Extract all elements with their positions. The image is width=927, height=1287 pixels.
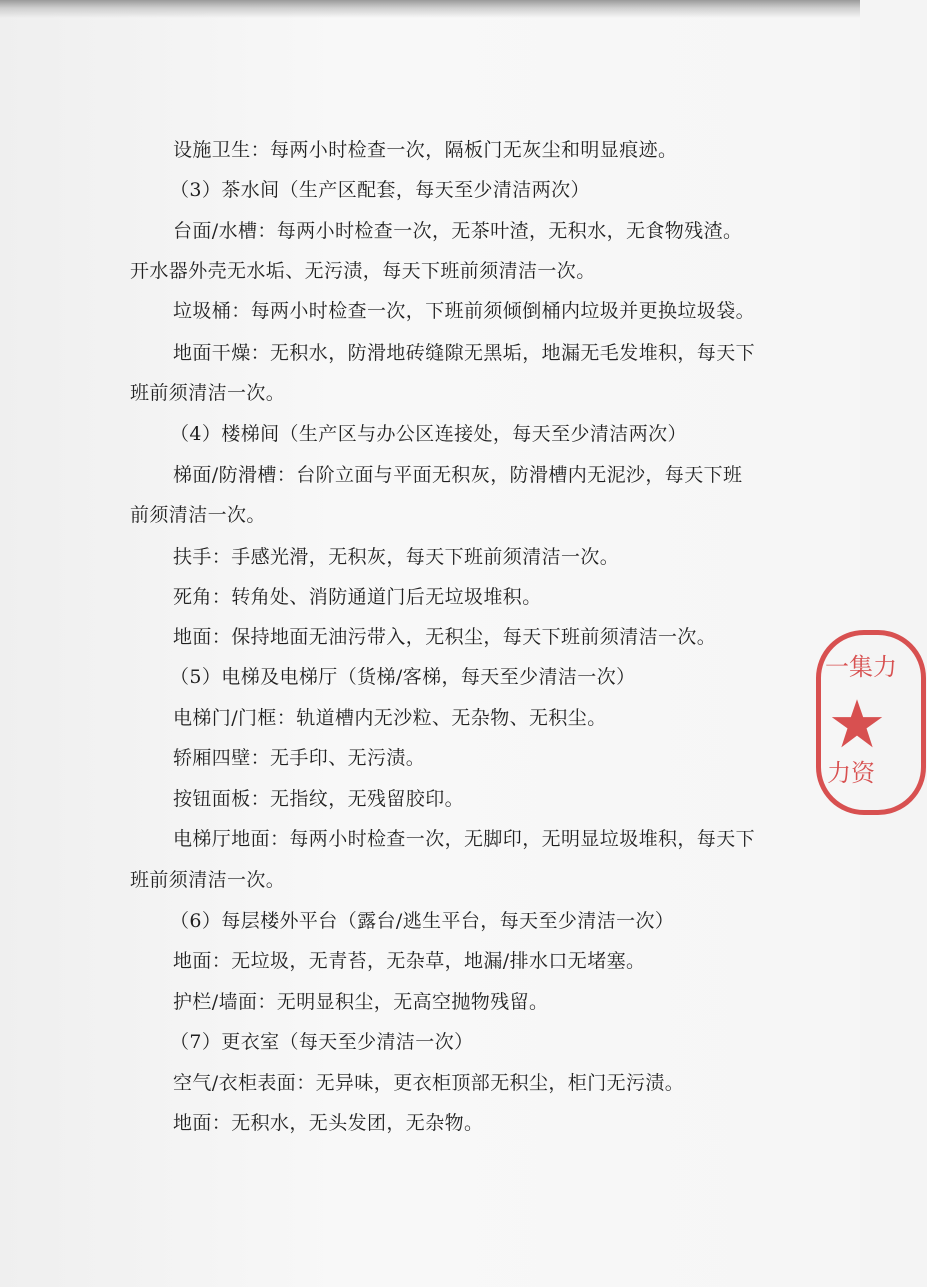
document-line: 地面：无垃圾，无青苔，无杂草，地漏/排水口无堵塞。	[173, 950, 646, 972]
document-line: 按钮面板：无指纹，无残留胶印。	[173, 788, 465, 810]
document-line: 班前须清洁一次。	[130, 382, 286, 404]
document-line: 设施卫生：每两小时检查一次，隔板门无灰尘和明显痕迹。	[173, 139, 678, 161]
document-line: 电梯门/门框：轨道槽内无沙粒、无杂物、无积尘。	[173, 707, 607, 729]
document-line: 垃圾桶：每两小时检查一次，下班前须倾倒桶内垃圾并更换垃圾袋。	[173, 300, 756, 322]
document-line: 前须清洁一次。	[130, 504, 266, 526]
document-line: 地面干燥：无积水，防滑地砖缝隙无黑垢，地漏无毛发堆积，每天下	[173, 342, 756, 364]
section-heading: （6）每层楼外平台（露台/逃生平台，每天至少清洁一次）	[170, 910, 675, 932]
star-icon	[829, 697, 885, 753]
section-heading: （7）更衣室（每天至少清洁一次）	[170, 1031, 474, 1053]
document-line: 梯面/防滑槽：台阶立面与平面无积灰，防滑槽内无泥沙，每天下班	[173, 464, 743, 486]
document-line: 扶手：手感光滑，无积灰，每天下班前须清洁一次。	[173, 546, 620, 568]
seal-top-text: ⼀集⼒	[825, 653, 897, 681]
red-seal-stamp	[816, 630, 926, 815]
document-line: 班前须清洁一次。	[130, 869, 286, 891]
document-line: 台面/水槽：每两小时检查一次，无茶叶渣，无积水，无食物残渣。	[173, 220, 743, 242]
section-heading: （3）茶水间（生产区配套，每天至少清洁两次）	[170, 179, 590, 201]
document-line: 地面：无积水，无头发团，无杂物。	[173, 1112, 484, 1134]
document-line: 护栏/墙面：无明显积尘，无高空抛物残留。	[173, 991, 549, 1013]
section-heading: （5）电梯及电梯厅（货梯/客梯，每天至少清洁一次）	[170, 666, 636, 688]
document-line: 开水器外壳无水垢、无污渍，每天下班前须清洁一次。	[130, 260, 596, 282]
document-line: 轿厢四壁：无手印、无污渍。	[173, 747, 426, 769]
section-heading: （4）楼梯间（生产区与办公区连接处，每天至少清洁两次）	[170, 423, 687, 445]
document-line: 地面：保持地面无油污带入，无积尘，每天下班前须清洁一次。	[173, 626, 717, 648]
document-line: 电梯厅地面：每两小时检查一次，无脚印，无明显垃圾堆积，每天下	[173, 828, 756, 850]
document-line: 空气/衣柜表面：无异味，更衣柜顶部无积尘，柜门无污渍。	[173, 1072, 685, 1094]
seal-bottom-text: 力资	[827, 759, 875, 787]
document-line: 死角：转角处、消防通道门后无垃圾堆积。	[173, 586, 542, 608]
